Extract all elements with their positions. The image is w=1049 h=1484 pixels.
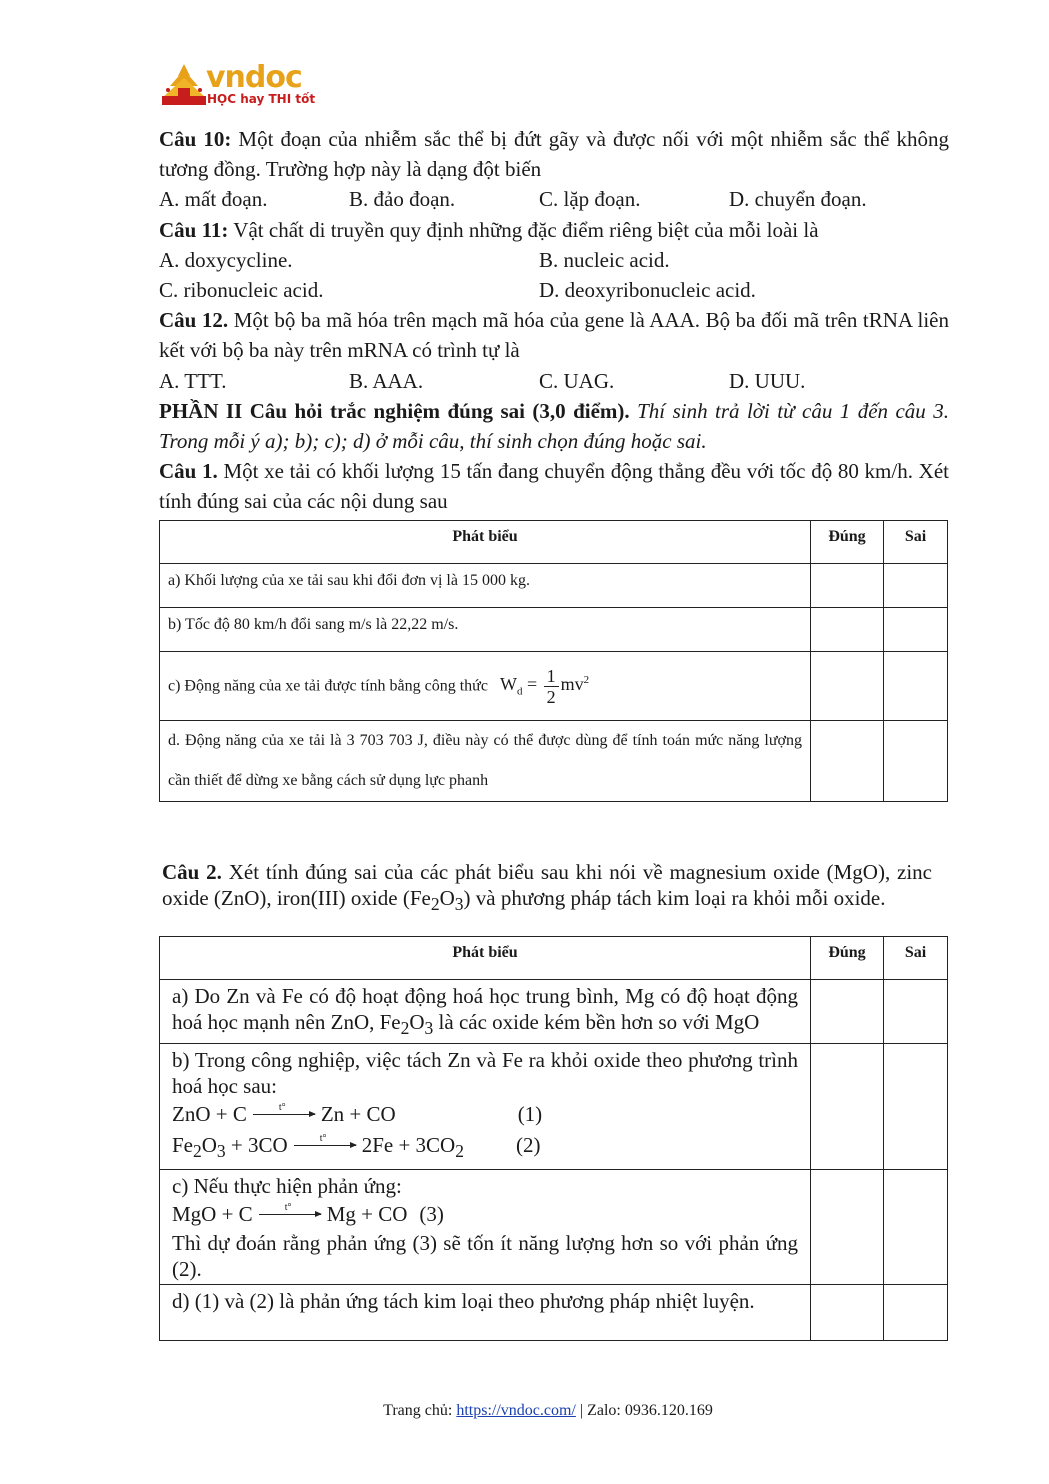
q2-a-true-cell[interactable] — [811, 980, 884, 1044]
q11-options-row1 — [159, 245, 949, 275]
part2-title: PHẦN II Câu hỏi trắc nghiệm đúng sai (3,0 điểm). — [159, 398, 630, 423]
q12-label: Câu 12. — [159, 308, 229, 333]
arrow-label: t° — [319, 1133, 327, 1145]
table-row — [160, 1170, 948, 1285]
question-11 — [159, 215, 949, 245]
eq3-right: Mg + CO — [326, 1202, 408, 1227]
table-row — [160, 1285, 948, 1341]
q1-statement-a: a) Khối lượng của xe tải sau khi đổi đơn vị là 15 000 kg. — [160, 564, 811, 608]
q1-text: Một xe tải có khối lượng 15 tấn đang chuyển động thẳng đều với tốc độ 80 km/h. Xét tính đúng sai của các nội dung sau — [159, 459, 949, 514]
q2-statement-d: d) (1) và (2) là phản ứng tách kim loại theo phương pháp nhiệt luyện. — [160, 1285, 811, 1341]
q1-c-false-cell[interactable] — [884, 652, 948, 721]
equation-3 — [172, 1199, 798, 1230]
footer-zalo: | Zalo: 0936.120.169 — [575, 1402, 713, 1419]
eq1-right: Zn + CO — [320, 1102, 396, 1127]
q2-sub2: 2 — [430, 894, 440, 915]
q1-c-true-cell[interactable] — [811, 652, 884, 721]
q10-option-d: D. chuyển đoạn. — [729, 187, 867, 212]
question-12 — [159, 305, 949, 365]
col-false-header: Sai — [884, 937, 948, 980]
q11-option-b: B. nucleic acid. — [539, 247, 670, 272]
eq2-sub2: 2 — [193, 1141, 202, 1162]
q1-statement-b: b) Tốc độ 80 km/h đổi sang m/s là 22,22 m/s. — [160, 608, 811, 652]
eq2-fe: Fe — [172, 1133, 193, 1158]
q1-b-true-cell[interactable] — [811, 608, 884, 652]
eq2-sub3: 3 — [216, 1141, 226, 1162]
table-row — [160, 721, 948, 802]
q10-text: Một đoạn của nhiễm sắc thể bị đứt gãy và được nối với một nhiễm sắc thể không tương đồng. Trường hợp này là dạng đột biến — [159, 127, 949, 182]
q12-option-a: A. TTT. — [159, 368, 227, 393]
q1-statement-d: d. Động năng của xe tải là 3 703 703 J, điều này có thể được dùng để tính toán mức năng lượng cần thiết để dừng xe bằng cách sử dụng lực phanh — [160, 721, 811, 802]
page-footer — [0, 1402, 1049, 1420]
q2-statement-c — [160, 1170, 811, 1285]
q2-sub3: 3 — [454, 894, 464, 915]
heat-arrow-icon — [253, 1102, 315, 1115]
heat-arrow-icon — [294, 1133, 356, 1146]
q2-statement-a — [160, 980, 811, 1044]
q1-d-true-cell[interactable] — [811, 721, 884, 802]
q2a-sub3: 3 — [424, 1018, 434, 1039]
formula-fraction — [544, 666, 559, 707]
footer-prefix: Trang chủ: — [383, 1402, 457, 1419]
q1-label: Câu 1. — [159, 459, 218, 484]
q1-a-false-cell[interactable] — [884, 564, 948, 608]
temple-logo-icon — [160, 62, 208, 108]
question-1 — [159, 456, 949, 516]
eq3-number: (3) — [419, 1202, 444, 1227]
q1-b-false-cell[interactable] — [884, 608, 948, 652]
q10-options — [159, 184, 949, 214]
part2-instruction: Thí sinh trả lời từ câu 1 đến câu 3. Trong mỗi ý a); b); c); d) ở mỗi câu, thí sinh chọn đúng hoặc sai. — [159, 398, 949, 454]
q10-label: Câu 10: — [159, 127, 232, 151]
kinetic-energy-formula — [499, 665, 590, 707]
q2c-intro: c) Nếu thực hiện phản ứng: — [172, 1174, 402, 1199]
col-true-header: Đúng — [811, 937, 884, 980]
q2-table — [159, 936, 948, 1341]
q2-statement-b — [160, 1044, 811, 1170]
formula-num: 1 — [544, 666, 559, 687]
q2-o: O — [439, 886, 455, 910]
document-body — [159, 124, 949, 517]
eq2-left — [172, 1130, 288, 1167]
q12-option-b: B. AAA. — [349, 368, 424, 393]
q1-a-true-cell[interactable] — [811, 564, 884, 608]
eq2-o: O — [201, 1133, 217, 1158]
q1-d-false-cell[interactable] — [884, 721, 948, 802]
q2c-conclusion: Thì dự đoán rằng phản ứng (3) sẽ tốn ít năng lượng hơn so với phản ứng (2). — [172, 1231, 798, 1282]
arrow-label: t° — [284, 1202, 292, 1214]
q1-table-header — [160, 521, 948, 564]
eq2-rest: + 3CO — [225, 1133, 288, 1158]
q2a-p2: là các oxide kém bền hơn so với MgO — [433, 1010, 760, 1034]
formula-rhs-sup: 2 — [583, 674, 590, 687]
col-statement-header: Phát biểu — [160, 937, 811, 980]
col-false-header: Sai — [884, 521, 948, 564]
table-row — [160, 564, 948, 608]
q2-table-header — [160, 937, 948, 980]
table-row — [160, 980, 948, 1044]
heat-arrow-icon — [259, 1202, 321, 1215]
formula-lhs-sub: d — [516, 685, 523, 698]
q2-label: Câu 2. — [162, 860, 222, 884]
q2-d-true-cell[interactable] — [811, 1285, 884, 1341]
q2a-o: O — [409, 1010, 425, 1034]
equation-2 — [172, 1130, 798, 1167]
q11-text: Vật chất di truyền quy định những đặc điểm riêng biệt của mỗi loài là — [228, 217, 819, 242]
q10-option-c: C. lặp đoạn. — [539, 187, 641, 212]
equation-1 — [172, 1099, 798, 1130]
q2b-intro: b) Trong công nghiệp, việc tách Zn và Fe ra khỏi oxide theo phương trình hoá học sau: — [172, 1048, 798, 1099]
q11-option-a: A. doxycycline. — [159, 247, 293, 272]
q12-option-d: D. UUU. — [729, 368, 806, 393]
q2-b-true-cell[interactable] — [811, 1044, 884, 1170]
formula-den: 2 — [546, 686, 556, 707]
q11-label: Câu 11: — [159, 217, 229, 242]
col-statement-header: Phát biểu — [160, 521, 811, 564]
eq1-left: ZnO + C — [172, 1102, 247, 1127]
q2-c-true-cell[interactable] — [811, 1170, 884, 1285]
q10-option-b: B. đảo đoạn. — [349, 187, 456, 212]
eq2-right-sub: 2 — [455, 1141, 464, 1162]
vndoc-logo[interactable] — [160, 62, 320, 112]
arrow-label: t° — [278, 1102, 286, 1114]
question-2 — [162, 859, 932, 917]
eq2-number: (2) — [515, 1133, 541, 1158]
q12-option-c: C. UAG. — [539, 368, 615, 393]
q1-statement-c-cell — [160, 652, 811, 721]
q2-text-part2: ) và phương pháp tách kim loại ra khỏi mỗi oxide. — [463, 886, 886, 910]
eq2-right-text: 2Fe + 3CO — [361, 1133, 456, 1158]
question-10 — [159, 124, 949, 184]
formula-rhs: mv — [560, 674, 584, 695]
part2-heading — [159, 396, 949, 456]
table-row — [160, 608, 948, 652]
formula-eq: = — [526, 674, 538, 695]
logo-wordmark: vndoc — [206, 60, 302, 95]
q1-table — [159, 520, 948, 802]
q2a-sub2: 2 — [400, 1018, 410, 1039]
q11-options-row2 — [159, 275, 949, 305]
q2a-p1: a) Do Zn và Fe có độ hoạt động hoá học trung bình, Mg có độ hoạt động hoá học mạnh nên ZnO, Fe — [172, 984, 798, 1034]
footer-homepage-link[interactable]: https://vndoc.com/ — [456, 1402, 576, 1419]
formula-lhs: W — [499, 674, 517, 695]
q1-statement-c: c) Động năng của xe tải được tính bằng công thức — [168, 677, 488, 695]
q2-a-false-cell[interactable] — [884, 980, 948, 1044]
table-row — [160, 652, 948, 721]
q2-c-false-cell[interactable] — [884, 1170, 948, 1285]
q11-option-d: D. deoxyribonucleic acid. — [539, 278, 756, 303]
logo-tagline: HỌC hay THI tốt — [207, 92, 316, 106]
table-row — [160, 1044, 948, 1170]
eq3-left: MgO + C — [172, 1202, 253, 1227]
q2-d-false-cell[interactable] — [884, 1285, 948, 1341]
q12-text: Một bộ ba mã hóa trên mạch mã hóa của gene là AAA. Bộ ba đối mã trên tRNA liên kết với bộ ba này trên mRNA có trình tự là — [159, 308, 949, 363]
eq2-right — [362, 1130, 464, 1167]
q11-option-c: C. ribonucleic acid. — [159, 278, 324, 303]
q2-b-false-cell[interactable] — [884, 1044, 948, 1170]
q2-text-part1: Xét tính đúng sai của các phát biểu sau khi nói về magnesium oxide (MgO), zinc oxide (ZnO), iron(III) oxide (Fe — [162, 860, 932, 910]
q12-options — [159, 366, 949, 396]
eq1-number: (1) — [517, 1102, 543, 1127]
q10-option-a: A. mất đoạn. — [159, 187, 268, 212]
col-true-header: Đúng — [811, 521, 884, 564]
